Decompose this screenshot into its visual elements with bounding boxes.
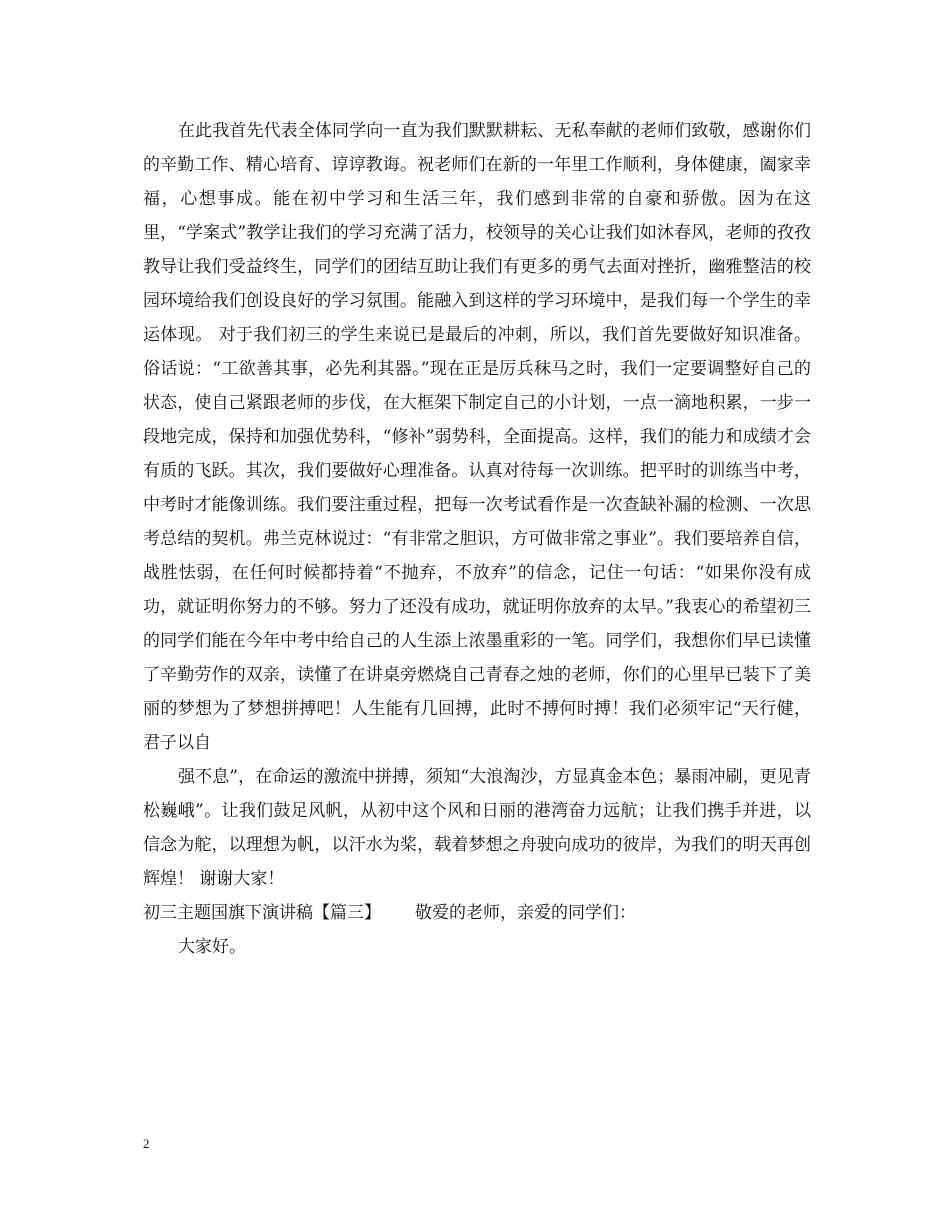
section-heading-line [143, 896, 811, 930]
paragraph-2: 强不息”，在命运的激流中拼搏，须知“大浪淘沙，方显真金本色；暴雨冲刷，更见青松巍峨”。让我们鼓足风帆，从初中这个风和日丽的港湾奋力远航；让我们携手并进，以信念为舵，以理想为帆，以汗水为桨，载着梦想之舟驶向成功的彼岸，为我们的明天再创辉煌！ 谢谢大家！ [143, 767, 811, 889]
paragraph-1: 在此我首先代表全体同学向一直为我们默默耕耘、无私奉献的老师们致敬，感谢你们的辛勤工作、精心培育、谆谆教诲。祝老师们在新的一年里工作顺利，身体健康，阖家幸福，心想事成。能在初中学习和生活三年，我们感到非常的自豪和骄傲。因为在这里，“学案式”教学让我们的学习充满了活力，校领导的关心让我们如沐春风，老师的孜孜教导让我们受益终生，同学们的团结互助让我们有更多的勇气去面对挫折，幽雅整洁的校园环境给我们创设良好的学习氛围。能融入到这样的学习环境中，是我们每一个学生的幸运体现。 对于我们初三的学生来说已是最后的冲刺，所以，我们首先要做好知识准备。俗话说：“工欲善其事，必先利其器。”现在正是厉兵秣马之时，我们一定要调整好自己的状态，使自己紧跟老师的步伐，在大框架下制定自己的小计划，一点一滴地积累，一步一段地完成，保持和加强优势科，“修补”弱势科，全面提高。这样，我们的能力和成绩才会有质的飞跃。其次，我们要做好心理准备。认真对待每一次训练。把平时的训练当中考，中考时才能像训练。我们要注重过程，把每一次考试看作是一次查缺补漏的检测、一次思考总结的契机。弗兰克林说过：“有非常之胆识，方可做非常之事业”。我们要培养自信，战胜怯弱，在任何时候都持着“不抛弃，不放弃”的信念，记住一句话：“如果你没有成功，就证明你努力的不够。努力了还没有成功，就证明你放弃的太早。”我衷心的希望初三的同学们能在今年中考中给自己的人生添上浓墨重彩的一笔。同学们，我想你们早已读懂了辛勤劳作的双亲，读懂了在讲桌旁燃烧自己青春之烛的老师，你们的心里早已装下了美丽的梦想为了梦想拼搏吧！人生能有几回搏，此时不搏何时搏！我们必须牢记“天行健，君子以自 [143, 121, 811, 753]
document-body [143, 114, 811, 964]
page-number: 2 [143, 1136, 150, 1151]
salutation: 敬爱的老师，亲爱的同学们： [415, 903, 636, 923]
greeting: 大家好。 [178, 937, 246, 957]
section-title: 初三主题国旗下演讲稿【篇三】 [143, 903, 381, 923]
